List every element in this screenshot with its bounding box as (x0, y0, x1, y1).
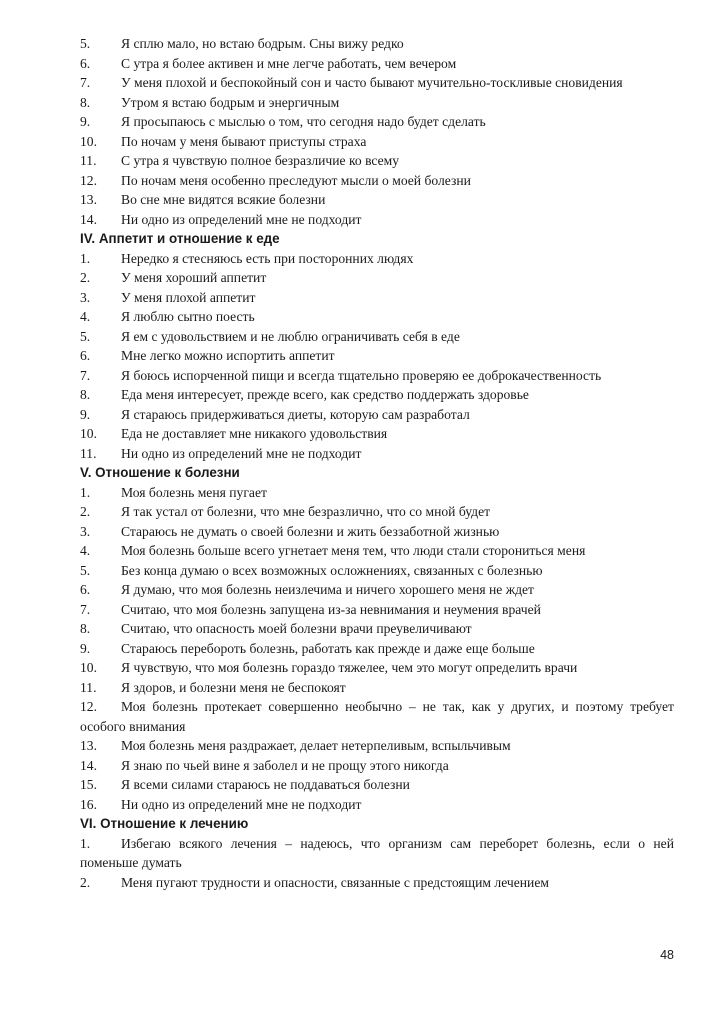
list-item (80, 483, 674, 503)
list-item-text: Я здоров, и болезни меня не беспокоят (121, 679, 346, 695)
section-heading: VI. Отношение к лечению (80, 816, 249, 831)
list-item-number: 1. (80, 835, 91, 851)
list-item-number: 9. (80, 640, 91, 656)
list-item-text: Я люблю сытно поесть (121, 309, 255, 324)
list-item-number: 14. (80, 211, 97, 227)
list-item-number: 6. (80, 348, 91, 363)
list-item (80, 171, 674, 191)
list-item (80, 756, 674, 776)
list-item (80, 385, 674, 405)
section-heading: V. Отношение к болезни (80, 465, 240, 480)
section-heading: IV. Аппетит и отношение к еде (80, 231, 280, 246)
list-item-number: 8. (80, 387, 91, 402)
list-item (80, 307, 674, 327)
list-item-number: 16. (80, 796, 97, 812)
list-item (80, 600, 674, 620)
list-item-number: 8. (80, 621, 91, 636)
list-item (80, 93, 674, 113)
list-item-number: 1. (80, 250, 91, 266)
list-item-number: 11. (80, 153, 97, 168)
list-item-text: Избегаю всякого лечения – надеюсь, что организм сам переборет болезнь, если о ней поменьше думать (80, 835, 674, 870)
list-item-text: Еда не доставляет мне никакого удовольствия (121, 426, 388, 441)
list-item-text: Я просыпаюсь с мыслью о том, что сегодня надо будет сделать (121, 114, 486, 129)
list-item-text: Считаю, что опасность моей болезни врачи преувеличивают (121, 621, 472, 636)
list-item-text: Ни одно из определений мне не подходит (121, 445, 362, 461)
page-number: 48 (660, 948, 674, 962)
list-item-number: 1. (80, 484, 91, 500)
list-item (80, 522, 674, 542)
list-item (80, 190, 674, 210)
list-item-text: Без конца думаю о всех возможных осложнениях, связанных с болезнью (121, 562, 543, 578)
list-item (80, 54, 674, 74)
list-item (80, 697, 674, 736)
list-item (80, 268, 674, 288)
list-item (80, 346, 674, 366)
list-item (80, 873, 674, 893)
list-item-number: 2. (80, 504, 91, 519)
list-item-text: Я боюсь испорченной пищи и всегда тщательно проверяю ее доброкачественность (121, 367, 602, 383)
list-item-number: 10. (80, 133, 97, 149)
list-item-number: 3. (80, 289, 91, 305)
list-item-text: Моя болезнь протекает совершенно необычно – не так, как у других, и поэтому требует особого внимания (80, 699, 674, 734)
list-item (80, 112, 674, 132)
list-item-text: Нередко я стесняюсь есть при посторонних людях (121, 250, 414, 266)
list-item-number: 7. (80, 367, 91, 383)
list-item-number: 4. (80, 543, 91, 558)
list-item-text: Моя болезнь меня пугает (121, 484, 267, 500)
list-item-text: Я ем с удовольствием и не люблю ограничивать себя в еде (121, 328, 460, 344)
list-item-text: Ни одно из определений мне не подходит (121, 796, 362, 812)
list-item-text: Я стараюсь придерживаться диеты, которую сам разработал (121, 406, 470, 422)
list-item-text: По ночам у меня бывают приступы страха (121, 133, 367, 149)
list-item (80, 405, 674, 425)
list-item (80, 561, 674, 581)
list-item-number: 14. (80, 757, 97, 773)
list-item-text: Утром я встаю бодрым и энергичным (121, 94, 340, 110)
list-item (80, 775, 674, 795)
list-item-text: Моя болезнь больше всего угнетает меня тем, что люди стали сторониться меня (121, 543, 586, 558)
list-item-text: У меня плохой и беспокойный сон и часто бывают мучительно-тоскливые сновидения (121, 75, 623, 90)
list-item-text: Во сне мне видятся всякие болезни (121, 192, 326, 207)
list-item-number: 10. (80, 660, 97, 675)
list-item-number: 3. (80, 523, 91, 539)
list-item-number: 6. (80, 582, 91, 597)
list-item (80, 639, 674, 659)
list-item-number: 7. (80, 601, 91, 617)
list-item (80, 678, 674, 698)
list-item-number: 12. (80, 172, 97, 188)
list-item (80, 73, 674, 93)
list-item (80, 658, 674, 678)
list-item (80, 580, 674, 600)
list-item (80, 834, 674, 873)
list-item (80, 151, 674, 171)
list-item-number: 5. (80, 328, 91, 344)
list-item (80, 795, 674, 815)
list-item-text: Мне легко можно испортить аппетит (121, 348, 335, 363)
list-item (80, 502, 674, 522)
list-item-number: 15. (80, 777, 97, 792)
list-item-number: 6. (80, 55, 91, 71)
list-item (80, 736, 674, 756)
list-item (80, 444, 674, 464)
list-item-text: Я знаю по чьей вине я заболел и не прощу этого никогда (121, 757, 449, 773)
list-item-text: С утра я чувствую полное безразличие ко всему (121, 153, 400, 168)
list-item-number: 11. (80, 679, 97, 695)
list-item-number: 5. (80, 562, 91, 578)
list-item-text: Ни одно из определений мне не подходит (121, 211, 362, 227)
list-item (80, 366, 674, 386)
list-item (80, 541, 674, 561)
list-item-number: 5. (80, 36, 91, 51)
list-item (80, 424, 674, 444)
list-item-number: 8. (80, 94, 91, 110)
list-item-text: Я думаю, что моя болезнь неизлечима и ничего хорошего меня не ждет (121, 582, 535, 597)
list-item-number: 2. (80, 874, 91, 890)
list-item-text: У меня плохой аппетит (121, 289, 256, 305)
questionnaire-content (80, 34, 674, 892)
list-item (80, 619, 674, 639)
list-item-text: Стараюсь не думать о своей болезни и жить беззаботной жизнью (121, 523, 500, 539)
list-item-text: Еда меня интересует, прежде всего, как средство поддержать здоровье (121, 387, 529, 402)
list-item (80, 249, 674, 269)
list-item-number: 7. (80, 75, 91, 90)
list-item-text: Я сплю мало, но встаю бодрым. Сны вижу редко (121, 36, 404, 51)
list-item-text: С утра я более активен и мне легче работать, чем вечером (121, 55, 457, 71)
list-item (80, 327, 674, 347)
list-item-number: 9. (80, 114, 91, 129)
list-item-text: Меня пугают трудности и опасности, связанные с предстоящим лечением (121, 874, 549, 890)
list-item-text: Я чувствую, что моя болезнь гораздо тяжелее, чем это могут определить врачи (121, 660, 578, 675)
list-item (80, 210, 674, 230)
list-item-number: 13. (80, 192, 97, 207)
list-item-number: 9. (80, 406, 91, 422)
list-item (80, 288, 674, 308)
list-item-text: По ночам меня особенно преследуют мысли о моей болезни (121, 172, 471, 188)
list-item-number: 4. (80, 309, 91, 324)
list-item-number: 2. (80, 270, 91, 285)
list-item (80, 34, 674, 54)
list-item-number: 13. (80, 738, 97, 753)
list-item-text: Я всеми силами стараюсь не поддаваться болезни (121, 777, 410, 792)
list-item (80, 132, 674, 152)
list-item-number: 12. (80, 699, 97, 714)
list-item-text: Считаю, что моя болезнь запущена из-за невнимания и неумения врачей (121, 601, 541, 617)
list-item-number: 10. (80, 426, 97, 441)
list-item-text: У меня хороший аппетит (121, 270, 267, 285)
list-item-text: Я так устал от болезни, что мне безразлично, что со мной будет (121, 504, 491, 519)
list-item-text: Моя болезнь меня раздражает, делает нетерпеливым, вспыльчивым (121, 738, 511, 753)
list-item-number: 11. (80, 445, 97, 461)
list-item-text: Стараюсь перебороть болезнь, работать как прежде и даже еще больше (121, 640, 535, 656)
